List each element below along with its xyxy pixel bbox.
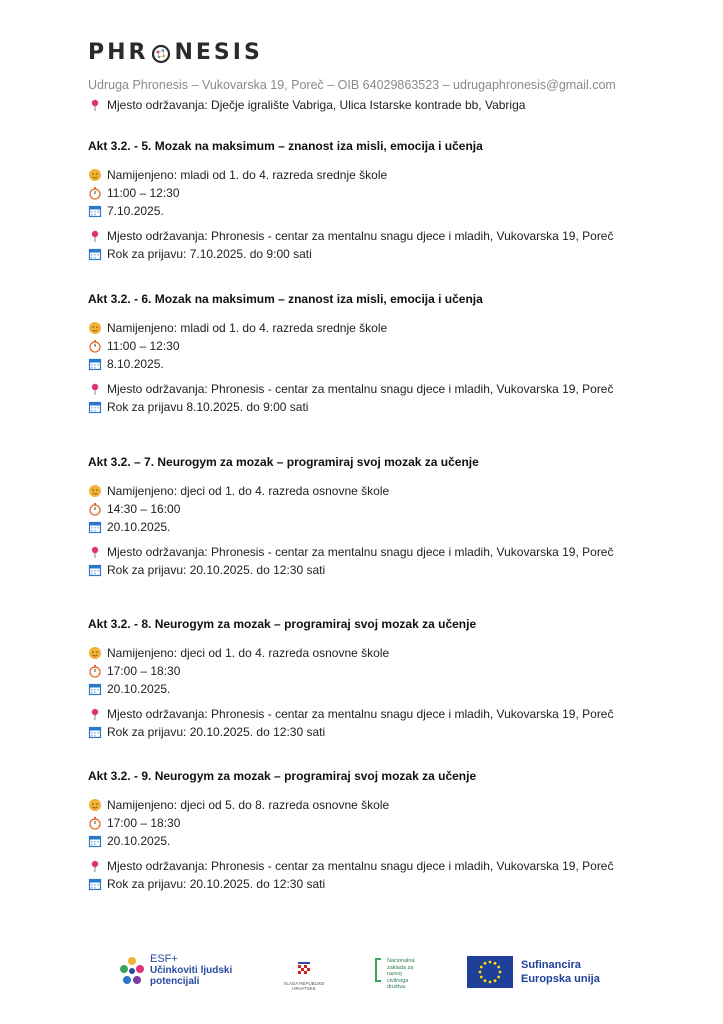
zaklada-text: Nacionalna zaklada za razvoj civilnoga društva (387, 958, 415, 990)
audience-text: Namijenjeno: mladi od 1. do 4. razreda srednje škole (107, 321, 388, 335)
stopwatch-icon (88, 664, 102, 678)
calendar-icon (88, 877, 102, 891)
location-text: Mjesto održavanja: Phronesis - centar za mentalnu snagu djece i mladih, Vukovarska 19, Poreč (107, 229, 614, 243)
eu-line2: Europska unija (521, 973, 600, 985)
eu-flag-icon (467, 956, 513, 988)
organization-info: Udruga Phronesis – Vukovarska 19, Poreč – OIB 64029863523 – udrugaphronesis@gmail.com (88, 78, 616, 92)
activity-section (88, 139, 688, 263)
person-icon (88, 168, 102, 182)
zaklada-logo (374, 958, 423, 991)
calendar-icon (88, 400, 102, 414)
person-icon (88, 484, 102, 498)
deadline-text: Rok za prijavu: 20.10.2025. do 12:30 sati (107, 725, 326, 739)
audience-text: Namijenjeno: djeci od 1. do 4. razreda osnovne škole (107, 646, 390, 660)
phronesis-logo (88, 38, 263, 66)
location-text: Mjesto održavanja: Phronesis - centar za mentalnu snagu djece i mladih, Vukovarska 19, Poreč (107, 545, 614, 559)
activity-section (88, 292, 688, 416)
audience-text: Namijenjeno: mladi od 1. do 4. razreda srednje škole (107, 168, 388, 182)
esf-line2: Učinkoviti ljudski (150, 965, 233, 976)
date-text: 7.10.2025. (107, 204, 164, 218)
deadline-text: Rok za prijavu: 7.10.2025. do 9:00 sati (107, 247, 312, 261)
funding-footer (0, 950, 723, 1000)
date-text: 20.10.2025. (107, 682, 171, 696)
logo-text-right: NESIS (174, 39, 263, 65)
location-text: Mjesto održavanja: Phronesis - centar za mentalnu snagu djece i mladih, Vukovarska 19, Poreč (107, 859, 614, 873)
logo-text-left: PHR (88, 39, 149, 65)
activity-section (88, 617, 688, 741)
person-icon (88, 321, 102, 335)
bracket-icon (374, 958, 384, 982)
date-text: 20.10.2025. (107, 520, 171, 534)
top-location (88, 96, 525, 114)
eu-line1: Sufinancira (521, 959, 581, 971)
audience-text: Namijenjeno: djeci od 5. do 8. razreda osnovne škole (107, 798, 390, 812)
deadline-text: Rok za prijavu: 20.10.2025. do 12:30 sati (107, 877, 326, 891)
top-location-text: Mjesto održavanja: Dječje igralište Vabriga, Ulica Istarske kontrade bb, Vabriga (107, 98, 526, 112)
activity-section (88, 455, 688, 579)
activity-title: Akt 3.2. - 5. Mozak na maksimum – znanost iza misli, emocija i učenja (88, 139, 483, 153)
calendar-icon (88, 725, 102, 739)
esf-logo (118, 954, 232, 987)
time-text: 11:00 – 12:30 (107, 186, 180, 200)
croatian-government-logo (280, 962, 328, 991)
pin-icon (88, 382, 102, 396)
eu-cofunded-logo (467, 956, 600, 988)
pin-icon (88, 545, 102, 559)
esf-line1: ESF+ (150, 953, 178, 965)
pin-icon (88, 707, 102, 721)
person-icon (88, 798, 102, 812)
calendar-icon (88, 563, 102, 577)
time-text: 14:30 – 16:00 (107, 502, 181, 516)
date-text: 20.10.2025. (107, 834, 171, 848)
esf-line3: potencijali (150, 976, 200, 987)
activity-title: Akt 3.2. - 9. Neurogym za mozak – programiraj svoj mozak za učenje (88, 769, 477, 783)
activity-title: Akt 3.2. – 7. Neurogym za mozak – programiraj svoj mozak za učenje (88, 455, 479, 469)
stopwatch-icon (88, 339, 102, 353)
time-text: 17:00 – 18:30 (107, 664, 181, 678)
brain-network-icon (151, 44, 171, 64)
calendar-icon (88, 204, 102, 218)
calendar-icon (88, 520, 102, 534)
gov-text: VLADA REPUBLIKE HRVATSKE (283, 981, 325, 991)
stopwatch-icon (88, 502, 102, 516)
location-text: Mjesto održavanja: Phronesis - centar za mentalnu snagu djece i mladih, Vukovarska 19, Poreč (107, 707, 614, 721)
esf-person-icon (118, 956, 146, 986)
activity-section (88, 769, 688, 893)
time-text: 11:00 – 12:30 (107, 339, 180, 353)
activity-title: Akt 3.2. - 6. Mozak na maksimum – znanost iza misli, emocija i učenja (88, 292, 483, 306)
calendar-icon (88, 357, 102, 371)
stopwatch-icon (88, 186, 102, 200)
pin-icon (88, 98, 102, 112)
deadline-text: Rok za prijavu: 20.10.2025. do 12:30 sati (107, 563, 326, 577)
pin-icon (88, 859, 102, 873)
coat-of-arms-icon (298, 962, 310, 976)
calendar-icon (88, 834, 102, 848)
calendar-icon (88, 682, 102, 696)
stopwatch-icon (88, 816, 102, 830)
activity-title: Akt 3.2. - 8. Neurogym za mozak – programiraj svoj mozak za učenje (88, 617, 477, 631)
person-icon (88, 646, 102, 660)
deadline-text: Rok za prijavu 8.10.2025. do 9:00 sati (107, 400, 309, 414)
date-text: 8.10.2025. (107, 357, 164, 371)
time-text: 17:00 – 18:30 (107, 816, 181, 830)
location-text: Mjesto održavanja: Phronesis - centar za mentalnu snagu djece i mladih, Vukovarska 19, Poreč (107, 382, 614, 396)
pin-icon (88, 229, 102, 243)
audience-text: Namijenjeno: djeci od 1. do 4. razreda osnovne škole (107, 484, 390, 498)
calendar-icon (88, 247, 102, 261)
